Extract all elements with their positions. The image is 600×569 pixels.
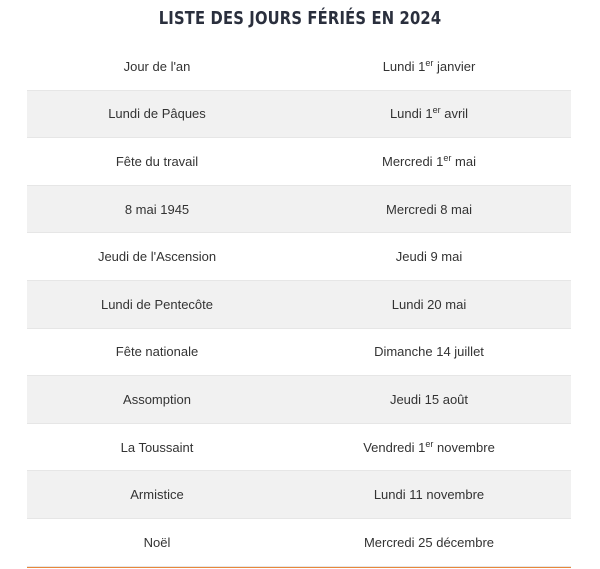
holiday-name: Armistice [130, 487, 184, 503]
holiday-date: Lundi 1er avril [389, 105, 469, 122]
holiday-date: Lundi 20 mai [391, 296, 467, 312]
holiday-date: Mercredi 8 mai [386, 201, 472, 217]
page-title: LISTE DES JOURS FÉRIÉS EN 2024 [158, 8, 442, 29]
holiday-date: Jeudi 9 mai [395, 249, 463, 265]
holiday-name: Noël [143, 534, 171, 550]
holiday-table [27, 43, 571, 567]
table-row [27, 43, 571, 91]
holiday-name: Lundi de Pâques [108, 106, 206, 122]
table-row [27, 376, 571, 424]
table-row [27, 281, 571, 329]
holiday-date: Mercredi 1er mai [382, 152, 476, 169]
table-row [27, 186, 571, 234]
holiday-date: Dimanche 14 juillet [374, 344, 484, 360]
table-row [27, 138, 571, 186]
table-row [27, 233, 571, 281]
holiday-name: Lundi de Pentecôte [100, 296, 214, 312]
holiday-date: Mercredi 25 décembre [363, 534, 495, 550]
holiday-name: Fête nationale [115, 344, 199, 360]
table-row [27, 424, 571, 472]
holiday-date: Lundi 1er janvier [382, 57, 476, 74]
holiday-name: Jeudi de l'Ascension [97, 249, 217, 265]
holiday-name: Fête du travail [115, 153, 199, 169]
holiday-date: Jeudi 15 août [389, 391, 469, 407]
table-row [27, 329, 571, 377]
holiday-date: Vendredi 1er novembre [363, 438, 495, 455]
holiday-name: Assomption [123, 391, 191, 407]
holiday-name: La Toussaint [120, 439, 194, 455]
bottom-divider [27, 567, 571, 568]
table-row [27, 471, 571, 519]
table-row [27, 91, 571, 139]
holiday-name: Jour de l'an [123, 58, 191, 74]
table-row [27, 519, 571, 567]
holiday-name: 8 mai 1945 [124, 201, 190, 217]
holiday-date: Lundi 11 novembre [373, 487, 485, 503]
